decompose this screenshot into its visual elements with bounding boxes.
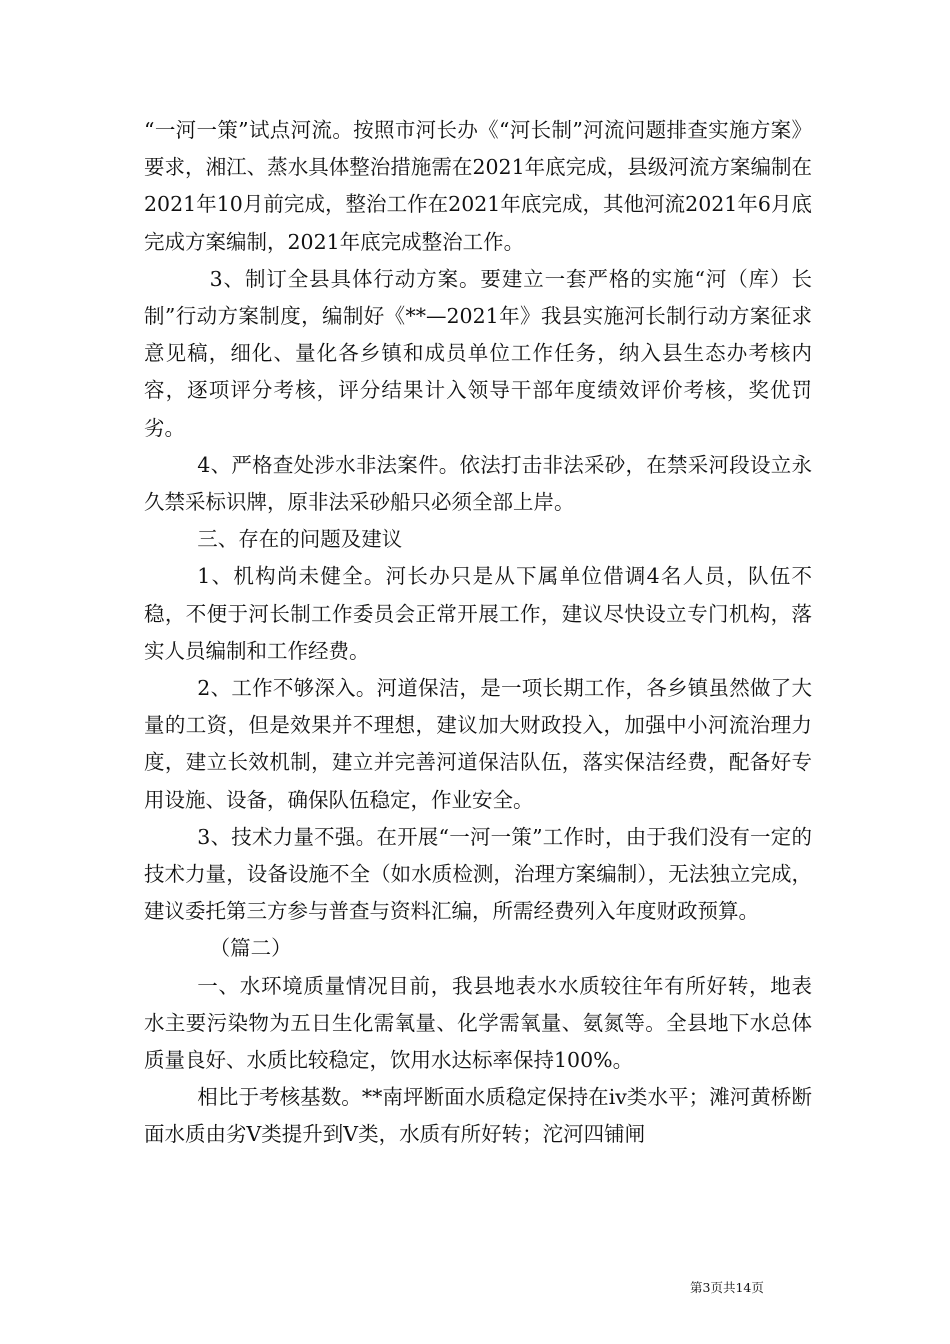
document-body xyxy=(144,112,812,1154)
section-heading: （篇二） xyxy=(209,936,292,961)
section-heading: 三、存在的问题及建议 xyxy=(197,527,403,552)
paragraph: 4、严格查处涉水非法案件。依法打击非法采砂，在禁采河段设立永久禁采标识牌，原非法采砂船只必须全部上岸。 xyxy=(144,452,812,515)
paragraph: 3、技术力量不强。在开展“一河一策”工作时，由于我们没有一定的技术力量，设备设施不全（如水质检测，治理方案编制），无法独立完成，建议委托第三方参与普查与资料汇编，所需经费列入年度财政预算。 xyxy=(144,824,812,924)
paragraph: 1、机构尚未健全。河长办只是从下属单位借调4名人员，队伍不稳，不便于河长制工作委员会正常开展工作，建议尽快设立专门机构，落实人员编制和工作经费。 xyxy=(144,564,812,663)
page-number: 第3页共14页 xyxy=(690,1280,764,1295)
paragraph: 一、水环境质量情况目前，我县地表水水质较往年有所好转，地表水主要污染物为五日生化需氧量、化学需氧量、氨氮等。全县地下水总体质量良好、水质比较稳定，饮用水达标率保持100%。 xyxy=(144,973,812,1073)
paragraph: 2、工作不够深入。河道保洁，是一项长期工作，各乡镇虽然做了大量的工资，但是效果并不理想，建议加大财政投入，加强中小河流治理力度，建立长效机制，建立并完善河道保洁队伍，落实保洁经费，配备好专用设施、设备，确保队伍稳定，作业安全。 xyxy=(144,676,812,812)
paragraph: 相比于考核基数。**南坪断面水质稳定保持在iv类水平；滩河黄桥断面水质由劣Ⅴ类提升到Ⅴ类，水质有所好转；沱河四铺闸 xyxy=(144,1085,812,1147)
paragraph: 3、制订全县具体行动方案。要建立一套严格的实施“河（库）长制”行动方案制度，编制好《**—2021年》我县实施河长制行动方案征求意见稿，细化、量化各乡镇和成员单位工作任务，纳入县生态办考核内容，逐项评分考核，评分结果计入领导干部年度绩效评价考核，奖优罚劣。 xyxy=(144,266,812,440)
paragraph: “一河一策”试点河流。按照市河长办《“河长制”河流问题排查实施方案》要求，湘江、蒸水具体整治措施需在2021年底完成，县级河流方案编制在2021年10月前完成，整治工作在2021年底完成，其他河流2021年6月底完成方案编制，2021年底完成整治工作。 xyxy=(144,118,812,254)
